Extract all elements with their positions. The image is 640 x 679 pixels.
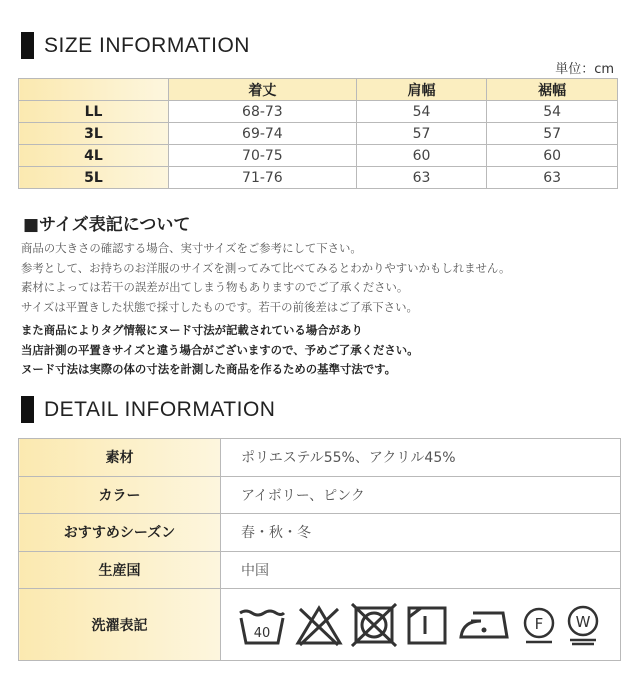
detail-section-heading: [21, 396, 275, 423]
size-label: 4L: [19, 145, 169, 167]
detail-label-material: 素材: [19, 439, 221, 477]
size-notes-bold: [21, 321, 621, 380]
dry-clean-f-icon: [521, 603, 557, 647]
hem-cell: 54: [487, 101, 618, 123]
size-section-title: SIZE INFORMATION: [44, 33, 250, 57]
size-header-empty: [19, 79, 169, 101]
unit-label: 単位：cm: [555, 62, 614, 77]
table-row: [19, 476, 621, 514]
note-line-bold: また商品によりタグ情報にヌード寸法が記載されている場合があり: [21, 323, 363, 337]
detail-label-season: おすすめシーズン: [19, 514, 221, 552]
table-row: [19, 167, 618, 189]
care-icons-cell: [221, 589, 621, 661]
note-line-bold: ヌード寸法は実際の体の寸法を計測した商品を作るための基準寸法です。: [21, 362, 396, 376]
wash-40-icon: [237, 603, 287, 647]
size-label: LL: [19, 101, 169, 123]
detail-value-origin: 中国: [221, 551, 621, 589]
note-line: 参考として、お持ちのお洋服のサイズを測ってみて比べてみるとわかりやすいかもしれません。: [21, 260, 511, 275]
detail-label-care: 洗濯表記: [19, 589, 221, 661]
size-header-length: 着丈: [169, 79, 357, 101]
detail-table: [18, 438, 621, 661]
iron-low-icon: [457, 603, 513, 647]
dry-clean-letter: F: [534, 614, 544, 633]
care-icons: [237, 603, 620, 647]
shoulder-cell: 57: [356, 123, 487, 145]
size-table: [18, 78, 618, 189]
note-line: 商品の大きさの確認する場合、実寸サイズをご参考にして下さい。: [21, 241, 362, 255]
detail-value-material: ポリエステル55%、アクリル45%: [221, 439, 621, 477]
heading-bar: [21, 32, 34, 59]
hem-cell: 63: [487, 167, 618, 189]
size-notes-heading: ■サイズ表記について: [23, 215, 191, 235]
heading-bar: [21, 396, 34, 423]
table-row: [19, 145, 618, 167]
shoulder-cell: 60: [356, 145, 487, 167]
table-row: [19, 123, 618, 145]
length-cell: 68-73: [169, 101, 357, 123]
hem-cell: 60: [487, 145, 618, 167]
size-header-shoulder: 肩幅: [356, 79, 487, 101]
table-row: [19, 551, 621, 589]
length-cell: 69-74: [169, 123, 357, 145]
table-row: [19, 514, 621, 552]
size-header-hem: 裾幅: [487, 79, 618, 101]
line-dry-shade-icon: [405, 603, 449, 647]
table-row: [19, 101, 618, 123]
size-label: 3L: [19, 123, 169, 145]
wet-clean-letter: W: [575, 612, 591, 631]
wet-clean-w-icon: [565, 603, 601, 647]
size-table-header: [19, 79, 618, 101]
hem-cell: 57: [487, 123, 618, 145]
length-cell: 70-75: [169, 145, 357, 167]
length-cell: 71-76: [169, 167, 357, 189]
table-row: [19, 589, 621, 661]
note-line: サイズは平置きした状態で採寸したものです。若干の前後差はご了承下さい。: [21, 299, 418, 314]
size-section-heading: [21, 32, 250, 59]
size-label: 5L: [19, 167, 169, 189]
detail-label-origin: 生産国: [19, 551, 221, 589]
detail-value-color: アイボリー、ピンク: [221, 476, 621, 514]
note-line-bold: 当店計測の平置きサイズと違う場合がございますので、予めご了承ください。: [21, 342, 419, 357]
detail-value-season: 春・秋・冬: [221, 514, 621, 552]
table-row: [19, 439, 621, 477]
detail-label-color: カラー: [19, 476, 221, 514]
shoulder-cell: 63: [356, 167, 487, 189]
wash-temp-text: 40: [253, 625, 271, 641]
detail-section-title: DETAIL INFORMATION: [44, 397, 276, 421]
no-tumble-dry-icon: [351, 603, 397, 647]
size-notes: [21, 239, 621, 317]
note-line: 素材によっては若干の誤差が出てしまう物もありますのでご了承ください。: [21, 280, 409, 294]
no-bleach-icon: [295, 603, 343, 647]
shoulder-cell: 54: [356, 101, 487, 123]
